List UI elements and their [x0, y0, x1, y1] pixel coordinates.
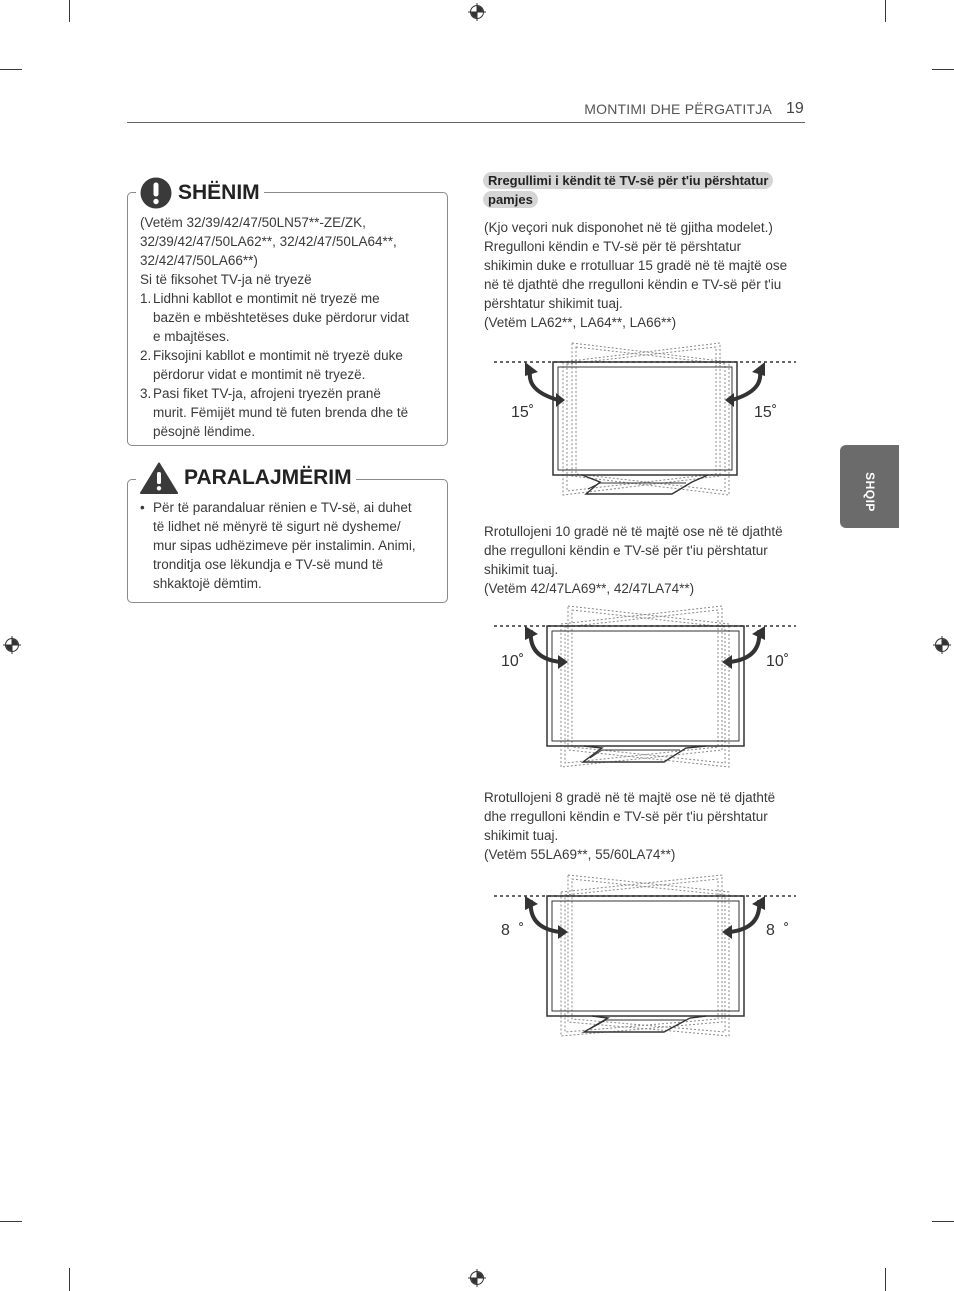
tv-swivel-10-diagram: [480, 602, 810, 770]
step-line: Fiksojini kabllot e montimit në tryezë duke: [153, 348, 403, 363]
paragraph-15deg: [484, 218, 809, 332]
language-tab-label: SHQIP: [863, 472, 877, 512]
warning-line: shkaktojë dëmtim.: [153, 576, 262, 591]
step-line: e mbajtëses.: [153, 329, 230, 344]
registration-mark-icon: [468, 3, 486, 21]
angle-label-right: 10˚: [766, 653, 790, 670]
paragraph-line: dhe rregulloni këndin e TV-së për t'iu përshtatur: [484, 809, 768, 824]
paragraph-8deg: [484, 788, 809, 864]
note-intro-line: (Vetëm 32/39/42/47/50LN57**-ZE/ZK,: [140, 215, 366, 230]
crop-mark: [69, 1268, 70, 1291]
angle-label-right: 15˚: [754, 404, 778, 421]
note-step: [140, 384, 440, 441]
warning-list: [140, 498, 442, 593]
paragraph-line: (Vetëm 55LA69**, 55/60LA74**): [484, 847, 676, 862]
paragraph-line: shikimit tuaj.: [484, 828, 559, 843]
warning-line: tronditja ose lëkundja e TV-së mund të: [153, 557, 384, 572]
angle-label-right: 8 ˚: [766, 922, 790, 939]
step-number: 3.: [140, 386, 152, 401]
crop-mark: [885, 0, 886, 22]
paragraph-line: (Kjo veçori nuk disponohet në të gjitha modelet.): [484, 220, 773, 235]
step-number: 1.: [140, 291, 152, 306]
registration-mark-icon: [933, 636, 951, 654]
paragraph-10deg: [484, 522, 809, 598]
warning-title: PARALAJMËRIM: [184, 466, 352, 489]
note-title-group: [136, 177, 264, 209]
registration-mark-icon: [468, 1269, 486, 1287]
tv-swivel-8-diagram: [480, 872, 810, 1038]
crop-mark: [69, 0, 70, 22]
warning-line: • Për të parandaluar rënien e TV-së, ai duhet: [153, 500, 412, 515]
step-line: bazën e mbështetëses duke përdorur vidat: [153, 310, 409, 325]
crop-mark: [885, 1268, 886, 1291]
paragraph-line: Rrotullojeni 8 gradë në të majtë ose në të djathtë: [484, 790, 776, 805]
note-title: SHËNIM: [178, 181, 260, 204]
paragraph-line: (Vetëm LA62**, LA64**, LA66**): [484, 315, 677, 330]
note-steps: [140, 289, 440, 441]
paragraph-line: përshtatur shikimit tuaj.: [484, 296, 623, 311]
paragraph-line: Rregulloni këndin e TV-së për të përshtatur: [484, 239, 742, 254]
note-intro-line: 32/39/42/47/50LA62**, 32/42/47/50LA64**,: [140, 234, 397, 249]
step-number: 2.: [140, 348, 152, 363]
warning-triangle-icon: [140, 462, 178, 494]
crop-mark: [0, 1221, 22, 1222]
section-heading: [483, 171, 801, 209]
exclamation-circle-icon: [140, 177, 172, 209]
step-line: pësojnë lëndime.: [153, 424, 256, 439]
angle-label-left: 15˚: [511, 404, 535, 421]
paragraph-line: në të djathtë dhe rregulloni këndin e TV-së për t'iu: [484, 277, 782, 292]
section-heading-line: pamjes: [483, 191, 538, 208]
angle-label-left: 10˚: [501, 653, 525, 670]
crop-mark: [932, 69, 954, 70]
step-line: murit. Fëmijët mund të futen brenda dhe të: [153, 405, 409, 420]
note-box: [127, 192, 448, 446]
paragraph-line: shikimit tuaj.: [484, 562, 559, 577]
step-line: përdorur vidat e montimit në tryezë.: [153, 367, 366, 382]
header-rule: [127, 122, 805, 123]
registration-mark-icon: [3, 636, 21, 654]
paragraph-line: Rrotullojeni 10 gradë në të majtë ose në të djathtë: [484, 524, 783, 539]
step-line: Pasi fiket TV-ja, afrojeni tryezën pranë: [153, 386, 381, 401]
step-line: Lidhni kabllot e montimit në tryezë me: [153, 291, 380, 306]
angle-label-left: 8 ˚: [501, 922, 525, 939]
warning-title-group: [136, 462, 356, 494]
note-step: [140, 346, 440, 384]
note-body: [140, 213, 440, 441]
warning-body: [140, 498, 442, 593]
note-step: [140, 289, 440, 346]
warning-line: të lidhet në mënyrë të sigurt në dysheme/: [153, 519, 401, 534]
crop-mark: [932, 1221, 954, 1222]
section-heading-line: Rregullimi i këndit të TV-së për t'iu përshtatur: [483, 172, 773, 189]
warning-item: [140, 498, 442, 593]
paragraph-line: shikimin duke e rrotulluar 15 gradë në të majtë ose: [484, 258, 788, 273]
crop-mark: [0, 69, 22, 70]
note-intro-line: 32/42/47/50LA66**): [140, 253, 258, 268]
page-number: 19: [786, 100, 804, 117]
warning-line: mur sipas udhëzimeve për instalimin. Animi,: [153, 538, 416, 553]
paragraph-line: dhe rregulloni këndin e TV-së për t'iu përshtatur: [484, 543, 768, 558]
language-tab: [840, 445, 899, 528]
paragraph-line: (Vetëm 42/47LA69**, 42/47LA74**): [484, 581, 695, 596]
note-intro-line: Si të fiksohet TV-ja në tryezë: [140, 272, 312, 287]
section-header: MONTIMI DHE PËRGATITJA: [584, 101, 772, 117]
warning-box: [127, 479, 448, 603]
